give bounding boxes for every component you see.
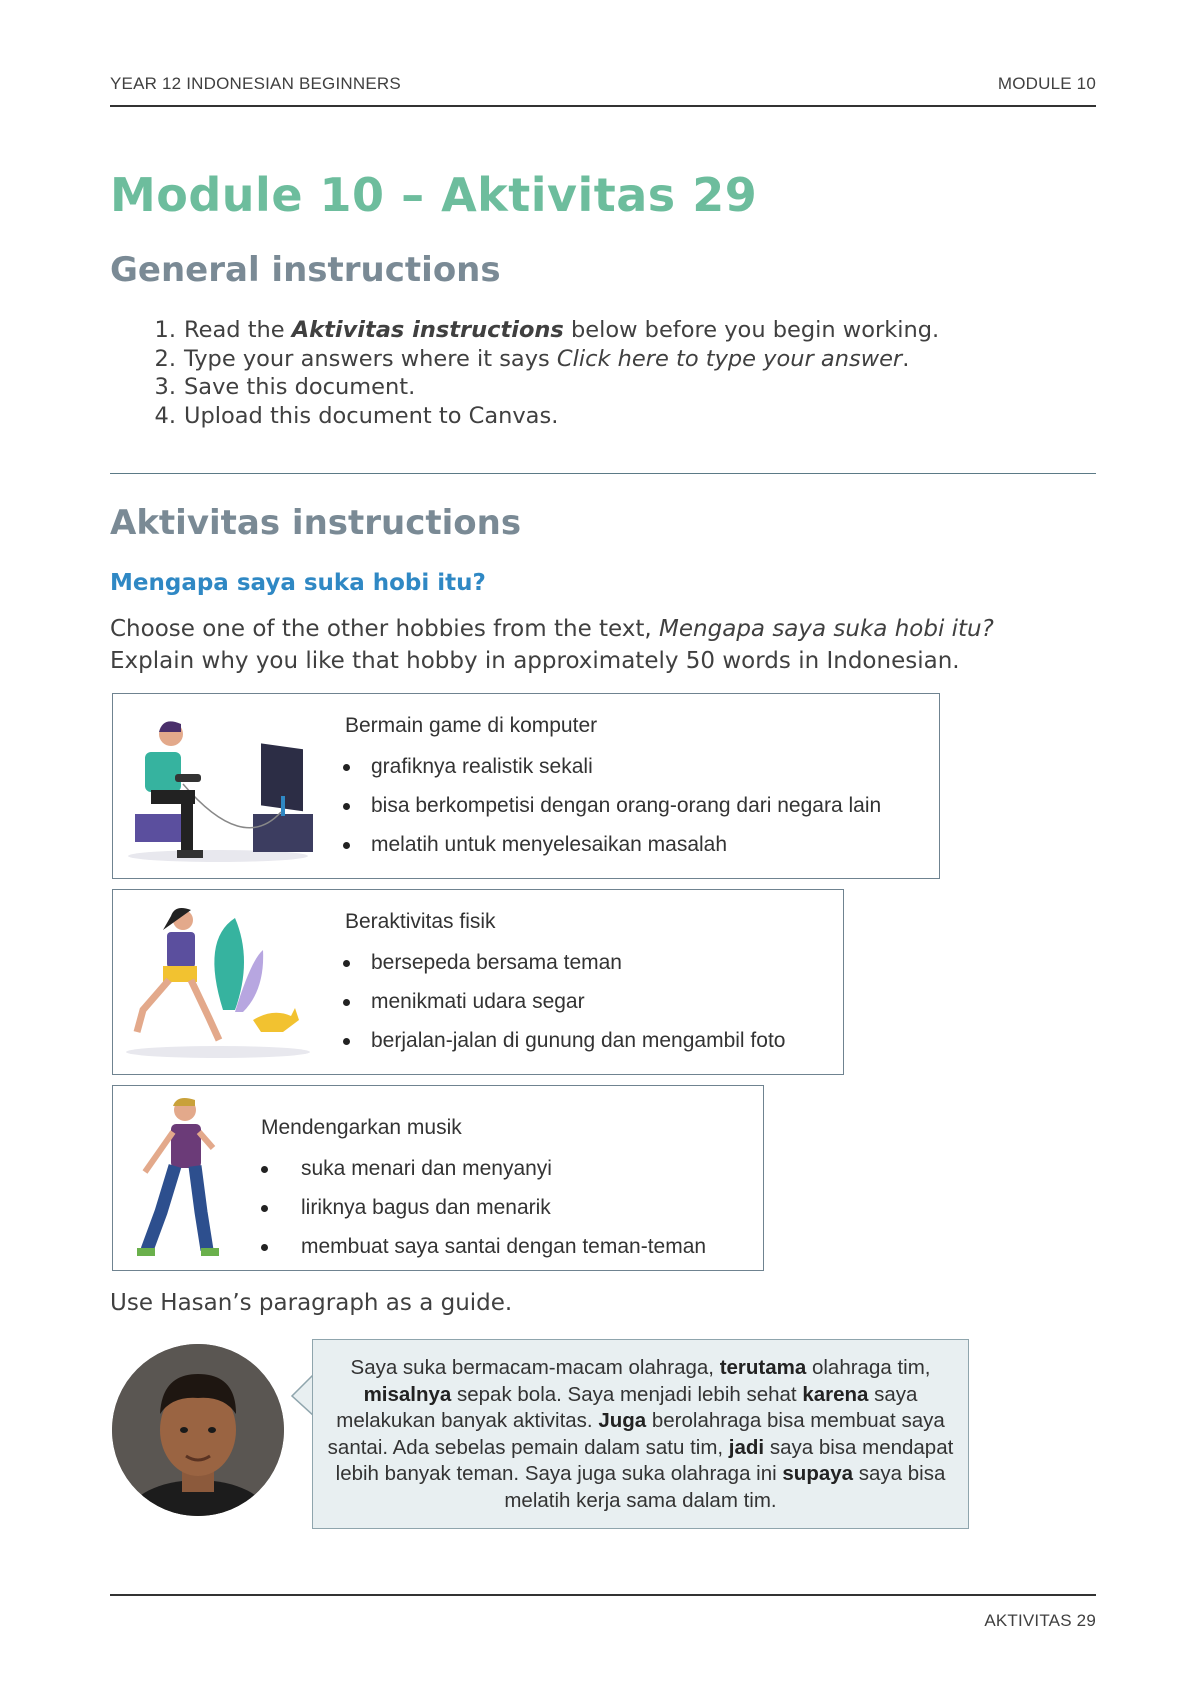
connector-word: karena — [802, 1382, 869, 1406]
footer-divider — [110, 1594, 1096, 1596]
music-listener-illustration — [123, 1092, 233, 1264]
step-number: 4. — [154, 402, 176, 429]
step-text: Upload this document to Canvas. — [184, 402, 559, 429]
runner-illustration — [123, 900, 313, 1060]
step-number: 3. — [154, 374, 176, 400]
list-item: bersepeda bersama teman — [343, 950, 785, 989]
header-divider — [110, 105, 1096, 107]
connector-word: terutama — [719, 1356, 807, 1379]
aktivitas-task-paragraph — [110, 613, 1110, 677]
paragraph-text: saya bisa mendapat lebih banyak teman. Saya juga suka olahraga ini — [335, 1435, 954, 1485]
hobby-title: Beraktivitas fisik — [345, 910, 496, 933]
page-title: Module 10 – Aktivitas 29 — [110, 168, 758, 222]
list-item: melatih untuk menyelesaikan masalah — [343, 832, 881, 871]
hasan-paragraph — [318, 1355, 963, 1514]
list-item: bisa berkompetisi dengan orang-orang dari negara lain — [343, 793, 881, 832]
hasan-avatar — [112, 1344, 284, 1516]
connector-word: Juga — [598, 1409, 647, 1432]
step-number: 1. — [154, 317, 176, 343]
step-text: Type your answers where it says Click here to type your answer. — [184, 345, 910, 372]
step-number: 2. — [154, 345, 176, 372]
task-text: Choose one of the other hobbies from the text, — [110, 616, 660, 642]
hobby-reasons-list — [261, 1156, 706, 1273]
paragraph-text: Saya suka bermacam-macam olahraga, — [350, 1356, 720, 1379]
general-instructions-heading: General instructions — [110, 250, 501, 290]
list-item: membuat saya santai dengan teman-teman — [261, 1234, 706, 1273]
header-course-title: YEAR 12 INDONESIAN BEGINNERS — [110, 74, 401, 93]
list-item: suka menari dan menyanyi — [261, 1156, 706, 1195]
hobby-card-physical-activity — [112, 889, 844, 1075]
task-text-line2: Explain why you like that hobby in approximately 50 words in Indonesian. — [110, 648, 960, 674]
hobby-reasons-list — [343, 950, 785, 1067]
task-text-title: Mengapa saya suka hobi itu? — [659, 616, 994, 642]
general-steps-list — [110, 316, 1096, 430]
instruction-step — [110, 345, 1096, 374]
connector-word: jadi — [728, 1435, 765, 1459]
step-text: Save this document. — [184, 374, 416, 400]
hobby-title: Bermain game di komputer — [345, 714, 598, 737]
hasan-portrait — [112, 1344, 284, 1516]
paragraph-text: saya melakukan banyak aktivitas. — [336, 1382, 918, 1432]
instruction-step — [110, 373, 1096, 402]
connector-word: misalnya — [363, 1382, 452, 1406]
aktivitas-instructions-heading: Aktivitas instructions — [110, 503, 522, 543]
hobby-reasons-list — [343, 754, 881, 871]
list-item: liriknya bagus dan menarik — [261, 1195, 706, 1234]
step-text: Read the Aktivitas instructions below before you begin working. — [184, 317, 940, 343]
list-item: grafiknya realistik sekali — [343, 754, 881, 793]
paragraph-text: saya bisa melatih kerja sama dalam tim. — [504, 1462, 946, 1512]
list-item: berjalan-jalan di gunung dan mengambil foto — [343, 1028, 785, 1067]
guide-text: Use Hasan’s paragraph as a guide. — [110, 1290, 513, 1316]
instruction-step — [110, 316, 1096, 345]
aktivitas-subheading: Mengapa saya suka hobi itu? — [110, 570, 486, 596]
footer-activity-label: AKTIVITAS 29 — [984, 1611, 1096, 1630]
paragraph-text: berolahraga bisa membuat saya santai. Ada sebelas pemain dalam satu tim, — [327, 1409, 945, 1459]
gamer-illustration — [123, 714, 313, 864]
header-module-label: MODULE 10 — [997, 74, 1096, 93]
paragraph-text: olahraga tim, — [806, 1356, 931, 1379]
hobby-title: Mendengarkan musik — [261, 1116, 462, 1139]
hobby-card-gaming — [112, 693, 940, 879]
instruction-step — [110, 402, 1096, 431]
paragraph-text: sepak bola. Saya menjadi lebih sehat — [451, 1382, 803, 1406]
hobby-card-music — [112, 1085, 764, 1271]
section-divider — [110, 473, 1096, 474]
connector-word: supaya — [782, 1462, 854, 1485]
list-item: menikmati udara segar — [343, 989, 785, 1028]
